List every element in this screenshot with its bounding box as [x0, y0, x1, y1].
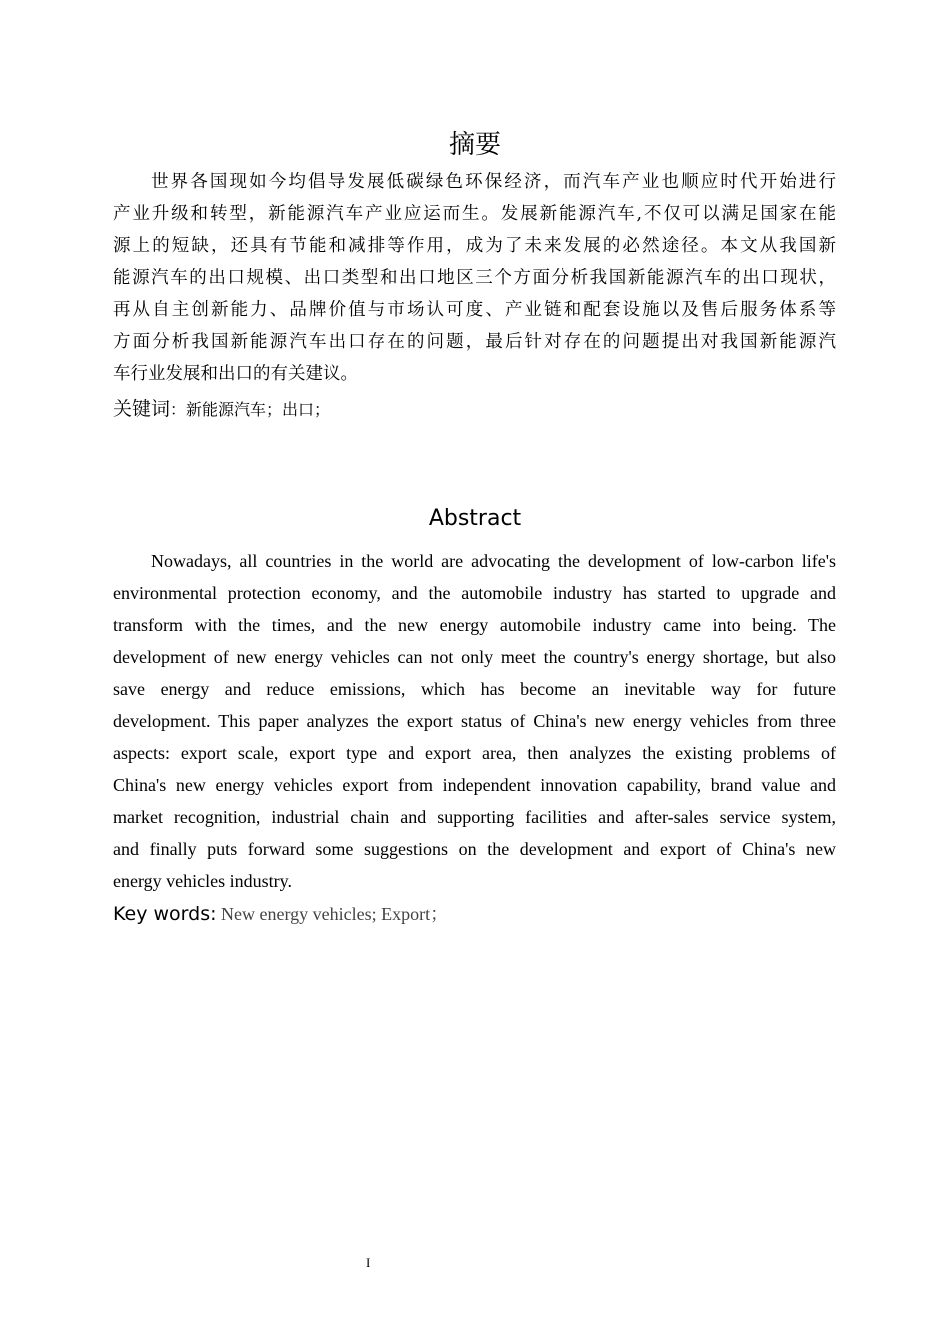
paragraph-line: 世界各国现如今均倡导发展低碳绿色环保经济，而汽车产业也顺应时代开始进行 — [151, 172, 836, 192]
paragraph-line: 源上的短缺，还具有节能和减排等作用，成为了未来发展的必然途径。本文从我国新 — [113, 236, 836, 256]
paragraph-line: save energy and reduce emissions, which has become an inevitable way for future — [113, 679, 836, 699]
paragraph-line: energy vehicles industry. — [113, 871, 292, 891]
paragraph-line: transform with the times, and the new energy automobile industry came into being. The — [113, 615, 836, 635]
paragraph-line: market recognition, industrial chain and supporting facilities and after-sales service system, — [113, 807, 836, 827]
chinese-keywords-value: ：新能源汽车；出口； — [170, 400, 331, 419]
english-abstract-body — [113, 545, 836, 897]
paragraph-line: environmental protection economy, and the automobile industry has started to upgrade and — [113, 583, 836, 603]
paragraph-line: 车行业发展和出口的有关建议。 — [113, 364, 358, 384]
english-keywords-value: New energy vehicles; Export； — [216, 904, 449, 924]
english-abstract-title: Abstract — [428, 506, 522, 531]
chinese-keywords — [113, 394, 330, 421]
paragraph-line: 方面分析我国新能源汽车出口存在的问题，最后针对存在的问题提出对我国新能源汽 — [113, 332, 836, 352]
chinese-abstract-title: 摘要 — [448, 130, 501, 160]
paragraph-line: aspects: export scale, export type and export area, then analyzes the existing problems of — [113, 743, 836, 763]
paragraph-line: 能源汽车的出口规模、出口类型和出口地区三个方面分析我国新能源汽车的出口现状， — [113, 268, 836, 288]
paragraph-line: development. This paper analyzes the export status of China's new energy vehicles from three — [113, 711, 836, 731]
paragraph-line: China's new energy vehicles export from independent innovation capability, brand value and — [113, 775, 836, 795]
paragraph-line: and finally puts forward some suggestions on the development and export of China's new — [113, 839, 836, 859]
paragraph-line: 再从自主创新能力、品牌价值与市场认可度、产业链和配套设施以及售后服务体系等 — [113, 300, 836, 320]
page-number: I — [366, 1255, 371, 1270]
chinese-keywords-label: 关键词 — [113, 398, 171, 420]
paragraph-line: 产业升级和转型，新能源汽车产业应运而生。发展新能源汽车,不仅可以满足国家在能 — [113, 204, 836, 224]
english-keywords-label: Key words: — [113, 903, 217, 925]
paragraph-line: Nowadays, all countries in the world are advocating the development of low-carbon life's — [151, 551, 836, 571]
english-keywords — [113, 900, 448, 926]
paragraph-line: development of new energy vehicles can not only meet the country's energy shortage, but also — [113, 647, 836, 667]
chinese-abstract-body — [113, 166, 836, 390]
